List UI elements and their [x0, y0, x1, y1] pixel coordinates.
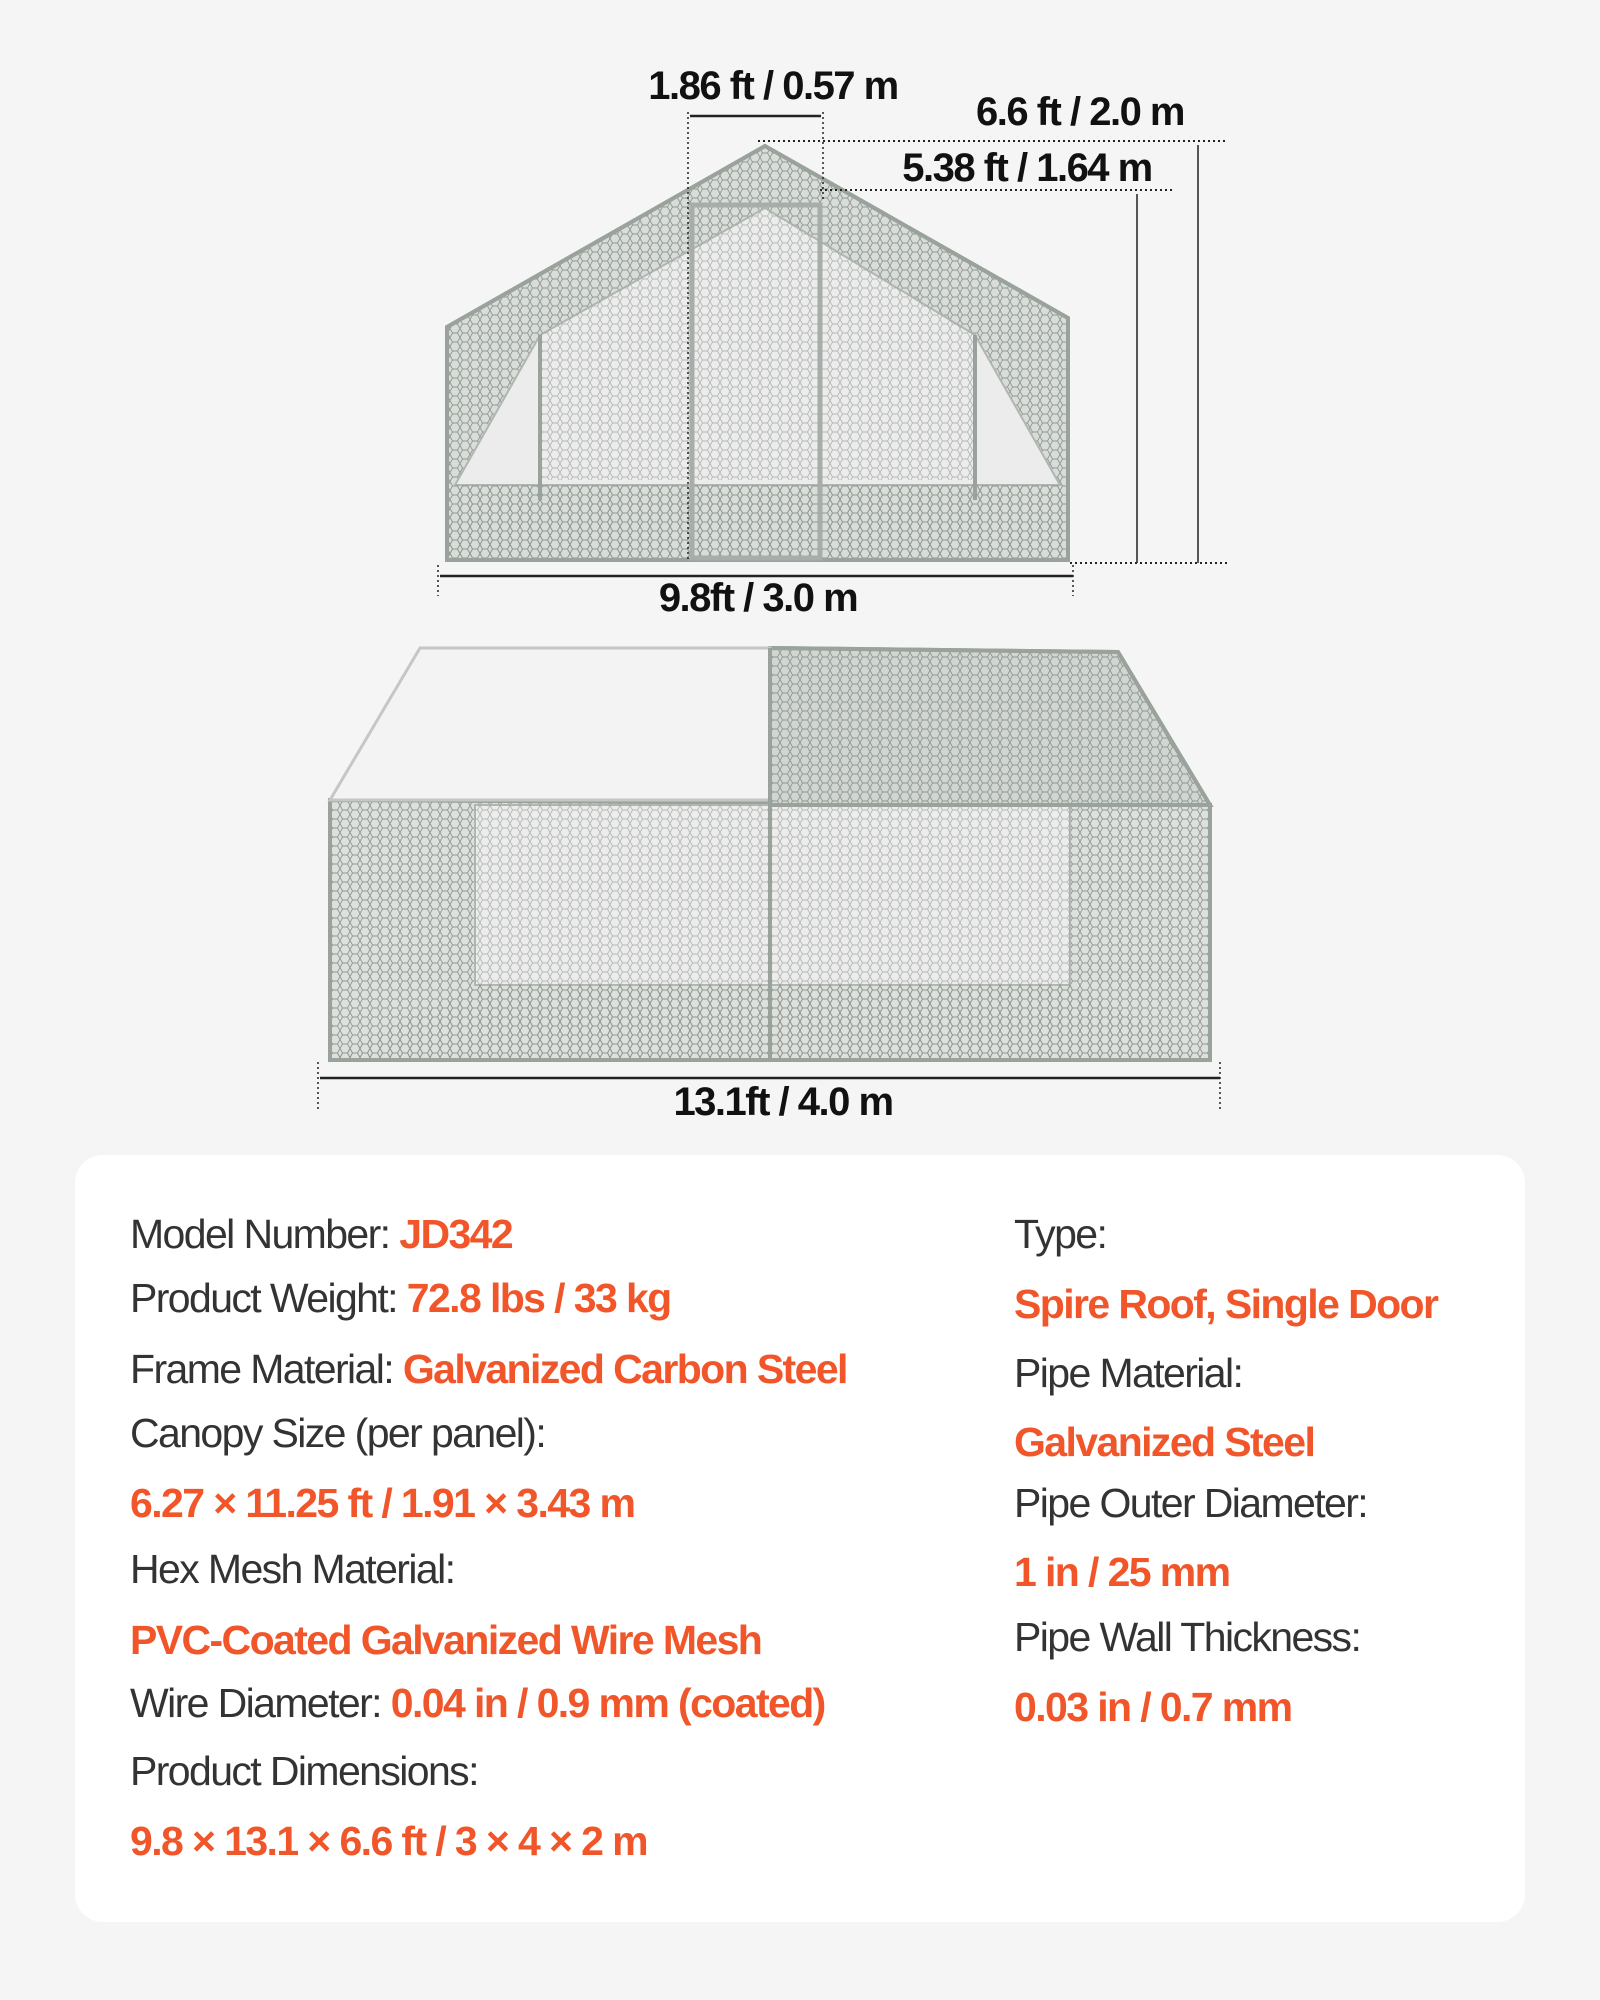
spec-pipe-wall-label: Pipe Wall Thickness: — [1014, 1614, 1361, 1660]
spec-value: 72.8 lbs / 33 kg — [406, 1275, 671, 1321]
width-label: 9.8ft / 3.0 m — [658, 576, 858, 620]
side-height-label: 5.38 ft / 1.64 m — [902, 146, 1152, 190]
coop-side-view — [330, 648, 1210, 1060]
spec-type-label: Type: — [1014, 1211, 1107, 1257]
spec-model-number — [130, 1209, 512, 1259]
spec-label: Model Number: — [130, 1211, 400, 1257]
spec-pipe-material-label: Pipe Material: — [1014, 1350, 1243, 1396]
spec-hex-mesh-value: PVC-Coated Galvanized Wire Mesh — [130, 1617, 762, 1663]
spec-pipe-material-value: Galvanized Steel — [1014, 1419, 1315, 1465]
coop-front-view — [447, 146, 1068, 560]
spec-pipe-diameter-value: 1 in / 25 mm — [1014, 1549, 1230, 1595]
spec-canopy-size-value: 6.27 × 11.25 ft / 1.91 × 3.43 m — [130, 1480, 635, 1526]
spec-frame-material — [130, 1344, 847, 1394]
spec-value: JD342 — [399, 1211, 513, 1257]
spec-label: Frame Material: — [130, 1346, 403, 1392]
spec-label: Product Weight: — [130, 1275, 407, 1321]
total-height-label: 6.6 ft / 2.0 m — [976, 90, 1184, 134]
spec-dimensions-label: Product Dimensions: — [130, 1748, 478, 1794]
canopy-cover — [330, 648, 770, 800]
spec-pipe-diameter-label: Pipe Outer Diameter: — [1014, 1480, 1368, 1526]
spec-type-value: Spire Roof, Single Door — [1014, 1281, 1438, 1327]
spec-label: Wire Diameter: — [130, 1680, 391, 1726]
length-label: 13.1ft / 4.0 m — [673, 1080, 893, 1124]
spec-value: Galvanized Carbon Steel — [402, 1346, 847, 1392]
ridge-width-label: 1.86 ft / 0.57 m — [648, 64, 898, 108]
spec-hex-mesh-label: Hex Mesh Material: — [130, 1546, 455, 1592]
spec-wire-diameter — [130, 1678, 825, 1728]
spec-dimensions-value: 9.8 × 13.1 × 6.6 ft / 3 × 4 × 2 m — [130, 1818, 648, 1864]
spec-product-weight — [130, 1273, 671, 1323]
spec-pipe-wall-value: 0.03 in / 0.7 mm — [1014, 1684, 1292, 1730]
specs-card — [75, 1155, 1525, 1922]
spec-value: 0.04 in / 0.9 mm (coated) — [390, 1680, 825, 1726]
spec-canopy-size-label: Canopy Size (per panel): — [130, 1410, 546, 1456]
